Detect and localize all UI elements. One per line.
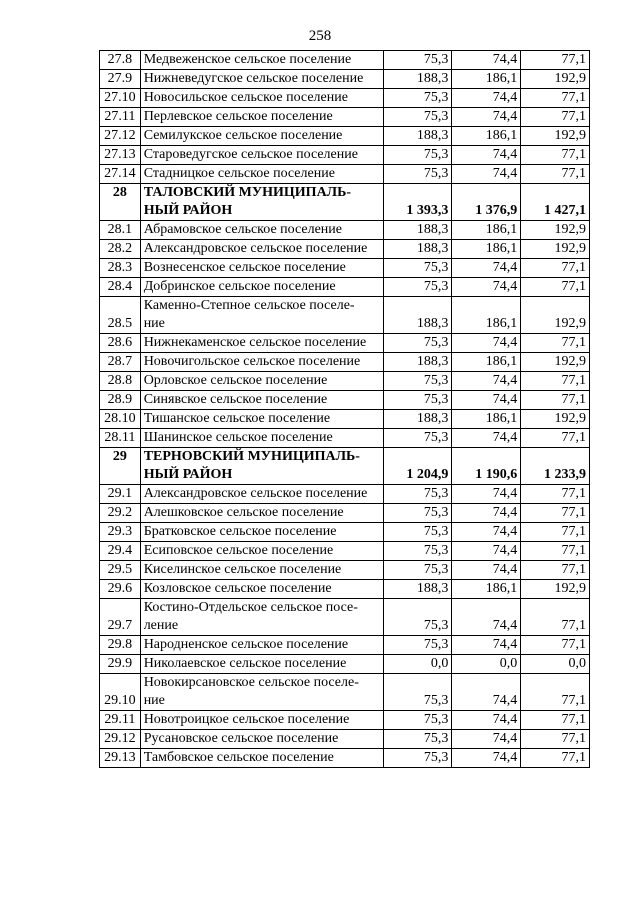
settlement-row — [100, 580, 590, 599]
settlement-name: Николаевское сельское поселение — [140, 655, 383, 674]
value-v3: 77,1 — [521, 711, 590, 730]
value-v1: 75,3 — [383, 391, 452, 410]
row-number: 29.7 — [100, 599, 141, 636]
value-v1: 1 393,3 — [383, 184, 452, 221]
value-v3: 192,9 — [521, 127, 590, 146]
value-v3: 77,1 — [521, 485, 590, 504]
value-v3: 192,9 — [521, 70, 590, 89]
row-number: 28 — [100, 184, 141, 221]
row-number: 28.3 — [100, 259, 141, 278]
settlement-row — [100, 51, 590, 70]
settlement-row — [100, 334, 590, 353]
value-v3: 77,1 — [521, 429, 590, 448]
row-number: 27.10 — [100, 89, 141, 108]
settlement-name — [140, 674, 383, 711]
settlement-row — [100, 730, 590, 749]
value-v2: 74,4 — [452, 711, 521, 730]
value-v2: 186,1 — [452, 221, 521, 240]
value-v1: 75,3 — [383, 542, 452, 561]
value-v1: 75,3 — [383, 89, 452, 108]
settlement-name: Есиповское сельское поселение — [140, 542, 383, 561]
settlement-name: Староведугское сельское поселение — [140, 146, 383, 165]
row-number: 29.9 — [100, 655, 141, 674]
value-v3: 77,1 — [521, 391, 590, 410]
value-v3: 77,1 — [521, 165, 590, 184]
settlement-row — [100, 429, 590, 448]
settlement-row — [100, 108, 590, 127]
row-number: 29.3 — [100, 523, 141, 542]
row-number: 29.11 — [100, 711, 141, 730]
name-line: НЫЙ РАЙОН — [143, 203, 233, 218]
row-number: 28.6 — [100, 334, 141, 353]
value-v3: 77,1 — [521, 504, 590, 523]
settlement-name — [140, 599, 383, 636]
settlement-row — [100, 749, 590, 768]
row-number: 29.13 — [100, 749, 141, 768]
value-v2: 74,4 — [452, 146, 521, 165]
page-number: 258 — [308, 28, 332, 44]
value-v3: 77,1 — [521, 278, 590, 297]
value-v1: 188,3 — [383, 410, 452, 429]
settlement-name: Козловское сельское поселение — [140, 580, 383, 599]
name-line: ление — [143, 618, 179, 633]
value-v3: 1 427,1 — [521, 184, 590, 221]
settlement-name: Добринское сельское поселение — [140, 278, 383, 297]
value-v1: 75,3 — [383, 523, 452, 542]
settlement-row — [100, 599, 590, 636]
value-v3: 77,1 — [521, 636, 590, 655]
settlement-name: Стадницкое сельское поселение — [140, 165, 383, 184]
settlement-row — [100, 410, 590, 429]
value-v2: 186,1 — [452, 127, 521, 146]
value-v3: 77,1 — [521, 523, 590, 542]
settlement-row — [100, 70, 590, 89]
value-v2: 74,4 — [452, 372, 521, 391]
settlement-row — [100, 127, 590, 146]
row-number: 29.4 — [100, 542, 141, 561]
name-line: ние — [143, 316, 165, 331]
row-number: 28.5 — [100, 297, 141, 334]
row-number: 27.9 — [100, 70, 141, 89]
settlement-name: Семилукское сельское поселение — [140, 127, 383, 146]
name-line: Костино-Отдельское сельское посе- — [143, 600, 358, 615]
value-v2: 74,4 — [452, 278, 521, 297]
value-v3: 77,1 — [521, 51, 590, 70]
value-v3: 77,1 — [521, 599, 590, 636]
name-line: ТЕРНОВСКИЙ МУНИЦИПАЛЬ- — [143, 449, 360, 464]
row-number: 27.13 — [100, 146, 141, 165]
district-row — [100, 184, 590, 221]
settlement-row — [100, 523, 590, 542]
value-v2: 74,4 — [452, 165, 521, 184]
value-v1: 1 204,9 — [383, 448, 452, 485]
row-number: 29.5 — [100, 561, 141, 580]
settlement-row — [100, 636, 590, 655]
value-v2: 74,4 — [452, 636, 521, 655]
row-number: 28.10 — [100, 410, 141, 429]
value-v2: 186,1 — [452, 240, 521, 259]
row-number: 29.6 — [100, 580, 141, 599]
value-v1: 75,3 — [383, 599, 452, 636]
value-v1: 188,3 — [383, 127, 452, 146]
value-v1: 188,3 — [383, 240, 452, 259]
row-number: 29 — [100, 448, 141, 485]
settlement-row — [100, 297, 590, 334]
value-v1: 75,3 — [383, 165, 452, 184]
value-v1: 75,3 — [383, 372, 452, 391]
row-number: 29.12 — [100, 730, 141, 749]
settlement-row — [100, 674, 590, 711]
value-v1: 75,3 — [383, 51, 452, 70]
value-v2: 186,1 — [452, 70, 521, 89]
value-v1: 75,3 — [383, 561, 452, 580]
value-v1: 0,0 — [383, 655, 452, 674]
value-v1: 75,3 — [383, 334, 452, 353]
name-line: Каменно-Степное сельское поселе- — [143, 298, 355, 313]
value-v1: 75,3 — [383, 259, 452, 278]
settlement-name: Русановское сельское поселение — [140, 730, 383, 749]
row-number: 29.2 — [100, 504, 141, 523]
value-v3: 77,1 — [521, 730, 590, 749]
row-number: 28.9 — [100, 391, 141, 410]
value-v3: 192,9 — [521, 353, 590, 372]
value-v1: 75,3 — [383, 674, 452, 711]
value-v1: 188,3 — [383, 297, 452, 334]
value-v3: 192,9 — [521, 297, 590, 334]
value-v3: 192,9 — [521, 410, 590, 429]
value-v3: 0,0 — [521, 655, 590, 674]
row-number: 28.8 — [100, 372, 141, 391]
row-number: 27.14 — [100, 165, 141, 184]
value-v2: 186,1 — [452, 353, 521, 372]
value-v2: 186,1 — [452, 297, 521, 334]
settlement-name: Шанинское сельское поселение — [140, 429, 383, 448]
value-v1: 188,3 — [383, 70, 452, 89]
row-number: 28.2 — [100, 240, 141, 259]
value-v1: 75,3 — [383, 108, 452, 127]
district-name — [140, 184, 383, 221]
name-line: ние — [143, 693, 165, 708]
table-body — [100, 51, 590, 768]
value-v2: 74,4 — [452, 391, 521, 410]
value-v2: 74,4 — [452, 542, 521, 561]
row-number: 27.12 — [100, 127, 141, 146]
value-v1: 75,3 — [383, 429, 452, 448]
row-number: 29.8 — [100, 636, 141, 655]
value-v2: 1 190,6 — [452, 448, 521, 485]
settlement-row — [100, 221, 590, 240]
value-v3: 77,1 — [521, 542, 590, 561]
value-v2: 74,4 — [452, 674, 521, 711]
value-v2: 74,4 — [452, 730, 521, 749]
value-v1: 75,3 — [383, 278, 452, 297]
row-number: 28.11 — [100, 429, 141, 448]
row-number: 27.11 — [100, 108, 141, 127]
value-v1: 188,3 — [383, 580, 452, 599]
settlement-name: Алешковское сельское поселение — [140, 504, 383, 523]
name-line: Новокирсановское сельское поселе- — [143, 675, 359, 690]
settlement-row — [100, 485, 590, 504]
settlement-name: Нижневедугское сельское поселение — [140, 70, 383, 89]
value-v2: 74,4 — [452, 599, 521, 636]
value-v2: 186,1 — [452, 580, 521, 599]
value-v2: 186,1 — [452, 410, 521, 429]
value-v1: 188,3 — [383, 221, 452, 240]
value-v1: 75,3 — [383, 749, 452, 768]
row-number: 28.1 — [100, 221, 141, 240]
settlement-name: Новотроицкое сельское поселение — [140, 711, 383, 730]
value-v1: 75,3 — [383, 711, 452, 730]
value-v2: 74,4 — [452, 504, 521, 523]
settlement-name: Орловское сельское поселение — [140, 372, 383, 391]
settlement-name: Перлевское сельское поселение — [140, 108, 383, 127]
value-v1: 75,3 — [383, 636, 452, 655]
row-number: 29.1 — [100, 485, 141, 504]
district-row — [100, 448, 590, 485]
settlement-row — [100, 146, 590, 165]
name-line: ТАЛОВСКИЙ МУНИЦИПАЛЬ- — [143, 185, 352, 200]
value-v2: 74,4 — [452, 89, 521, 108]
settlement-name: Новочигольское сельское поселение — [140, 353, 383, 372]
value-v1: 75,3 — [383, 146, 452, 165]
settlement-name: Нижнекаменское сельское поселение — [140, 334, 383, 353]
value-v1: 75,3 — [383, 485, 452, 504]
row-number: 27.8 — [100, 51, 141, 70]
value-v2: 1 376,9 — [452, 184, 521, 221]
value-v2: 74,4 — [452, 334, 521, 353]
value-v3: 77,1 — [521, 108, 590, 127]
row-number: 28.7 — [100, 353, 141, 372]
value-v1: 188,3 — [383, 353, 452, 372]
name-line: НЫЙ РАЙОН — [143, 467, 233, 482]
row-number: 28.4 — [100, 278, 141, 297]
value-v2: 74,4 — [452, 485, 521, 504]
value-v3: 77,1 — [521, 334, 590, 353]
value-v3: 77,1 — [521, 561, 590, 580]
settlement-row — [100, 711, 590, 730]
settlement-row — [100, 278, 590, 297]
settlement-row — [100, 165, 590, 184]
value-v1: 75,3 — [383, 730, 452, 749]
value-v3: 77,1 — [521, 749, 590, 768]
settlement-row — [100, 391, 590, 410]
row-number: 29.10 — [100, 674, 141, 711]
value-v2: 74,4 — [452, 108, 521, 127]
settlement-name: Вознесенское сельское поселение — [140, 259, 383, 278]
value-v3: 77,1 — [521, 146, 590, 165]
value-v3: 192,9 — [521, 580, 590, 599]
settlement-name: Абрамовское сельское поселение — [140, 221, 383, 240]
settlement-name: Киселинское сельское поселение — [140, 561, 383, 580]
value-v2: 74,4 — [452, 523, 521, 542]
settlement-row — [100, 372, 590, 391]
settlement-name: Народненское сельское поселение — [140, 636, 383, 655]
value-v3: 77,1 — [521, 372, 590, 391]
value-v3: 77,1 — [521, 674, 590, 711]
settlement-row — [100, 240, 590, 259]
settlement-name: Александровское сельское поселение — [140, 240, 383, 259]
budget-table — [99, 50, 590, 768]
value-v2: 74,4 — [452, 749, 521, 768]
settlement-name: Тамбовское сельское поселение — [140, 749, 383, 768]
settlement-name: Синявское сельское поселение — [140, 391, 383, 410]
settlement-row — [100, 655, 590, 674]
settlement-name — [140, 297, 383, 334]
value-v3: 1 233,9 — [521, 448, 590, 485]
value-v3: 77,1 — [521, 89, 590, 108]
settlement-name: Александровское сельское поселение — [140, 485, 383, 504]
value-v3: 192,9 — [521, 240, 590, 259]
district-name — [140, 448, 383, 485]
value-v2: 74,4 — [452, 259, 521, 278]
settlement-name: Тишанское сельское поселение — [140, 410, 383, 429]
value-v2: 74,4 — [452, 561, 521, 580]
settlement-row — [100, 259, 590, 278]
settlement-name: Медвеженское сельское поселение — [140, 51, 383, 70]
value-v3: 192,9 — [521, 221, 590, 240]
value-v3: 77,1 — [521, 259, 590, 278]
value-v1: 75,3 — [383, 504, 452, 523]
settlement-row — [100, 504, 590, 523]
settlement-row — [100, 542, 590, 561]
settlement-row — [100, 353, 590, 372]
value-v2: 74,4 — [452, 51, 521, 70]
settlement-row — [100, 561, 590, 580]
value-v2: 0,0 — [452, 655, 521, 674]
settlement-name: Братковское сельское поселение — [140, 523, 383, 542]
settlement-row — [100, 89, 590, 108]
value-v2: 74,4 — [452, 429, 521, 448]
settlement-name: Новосильское сельское поселение — [140, 89, 383, 108]
